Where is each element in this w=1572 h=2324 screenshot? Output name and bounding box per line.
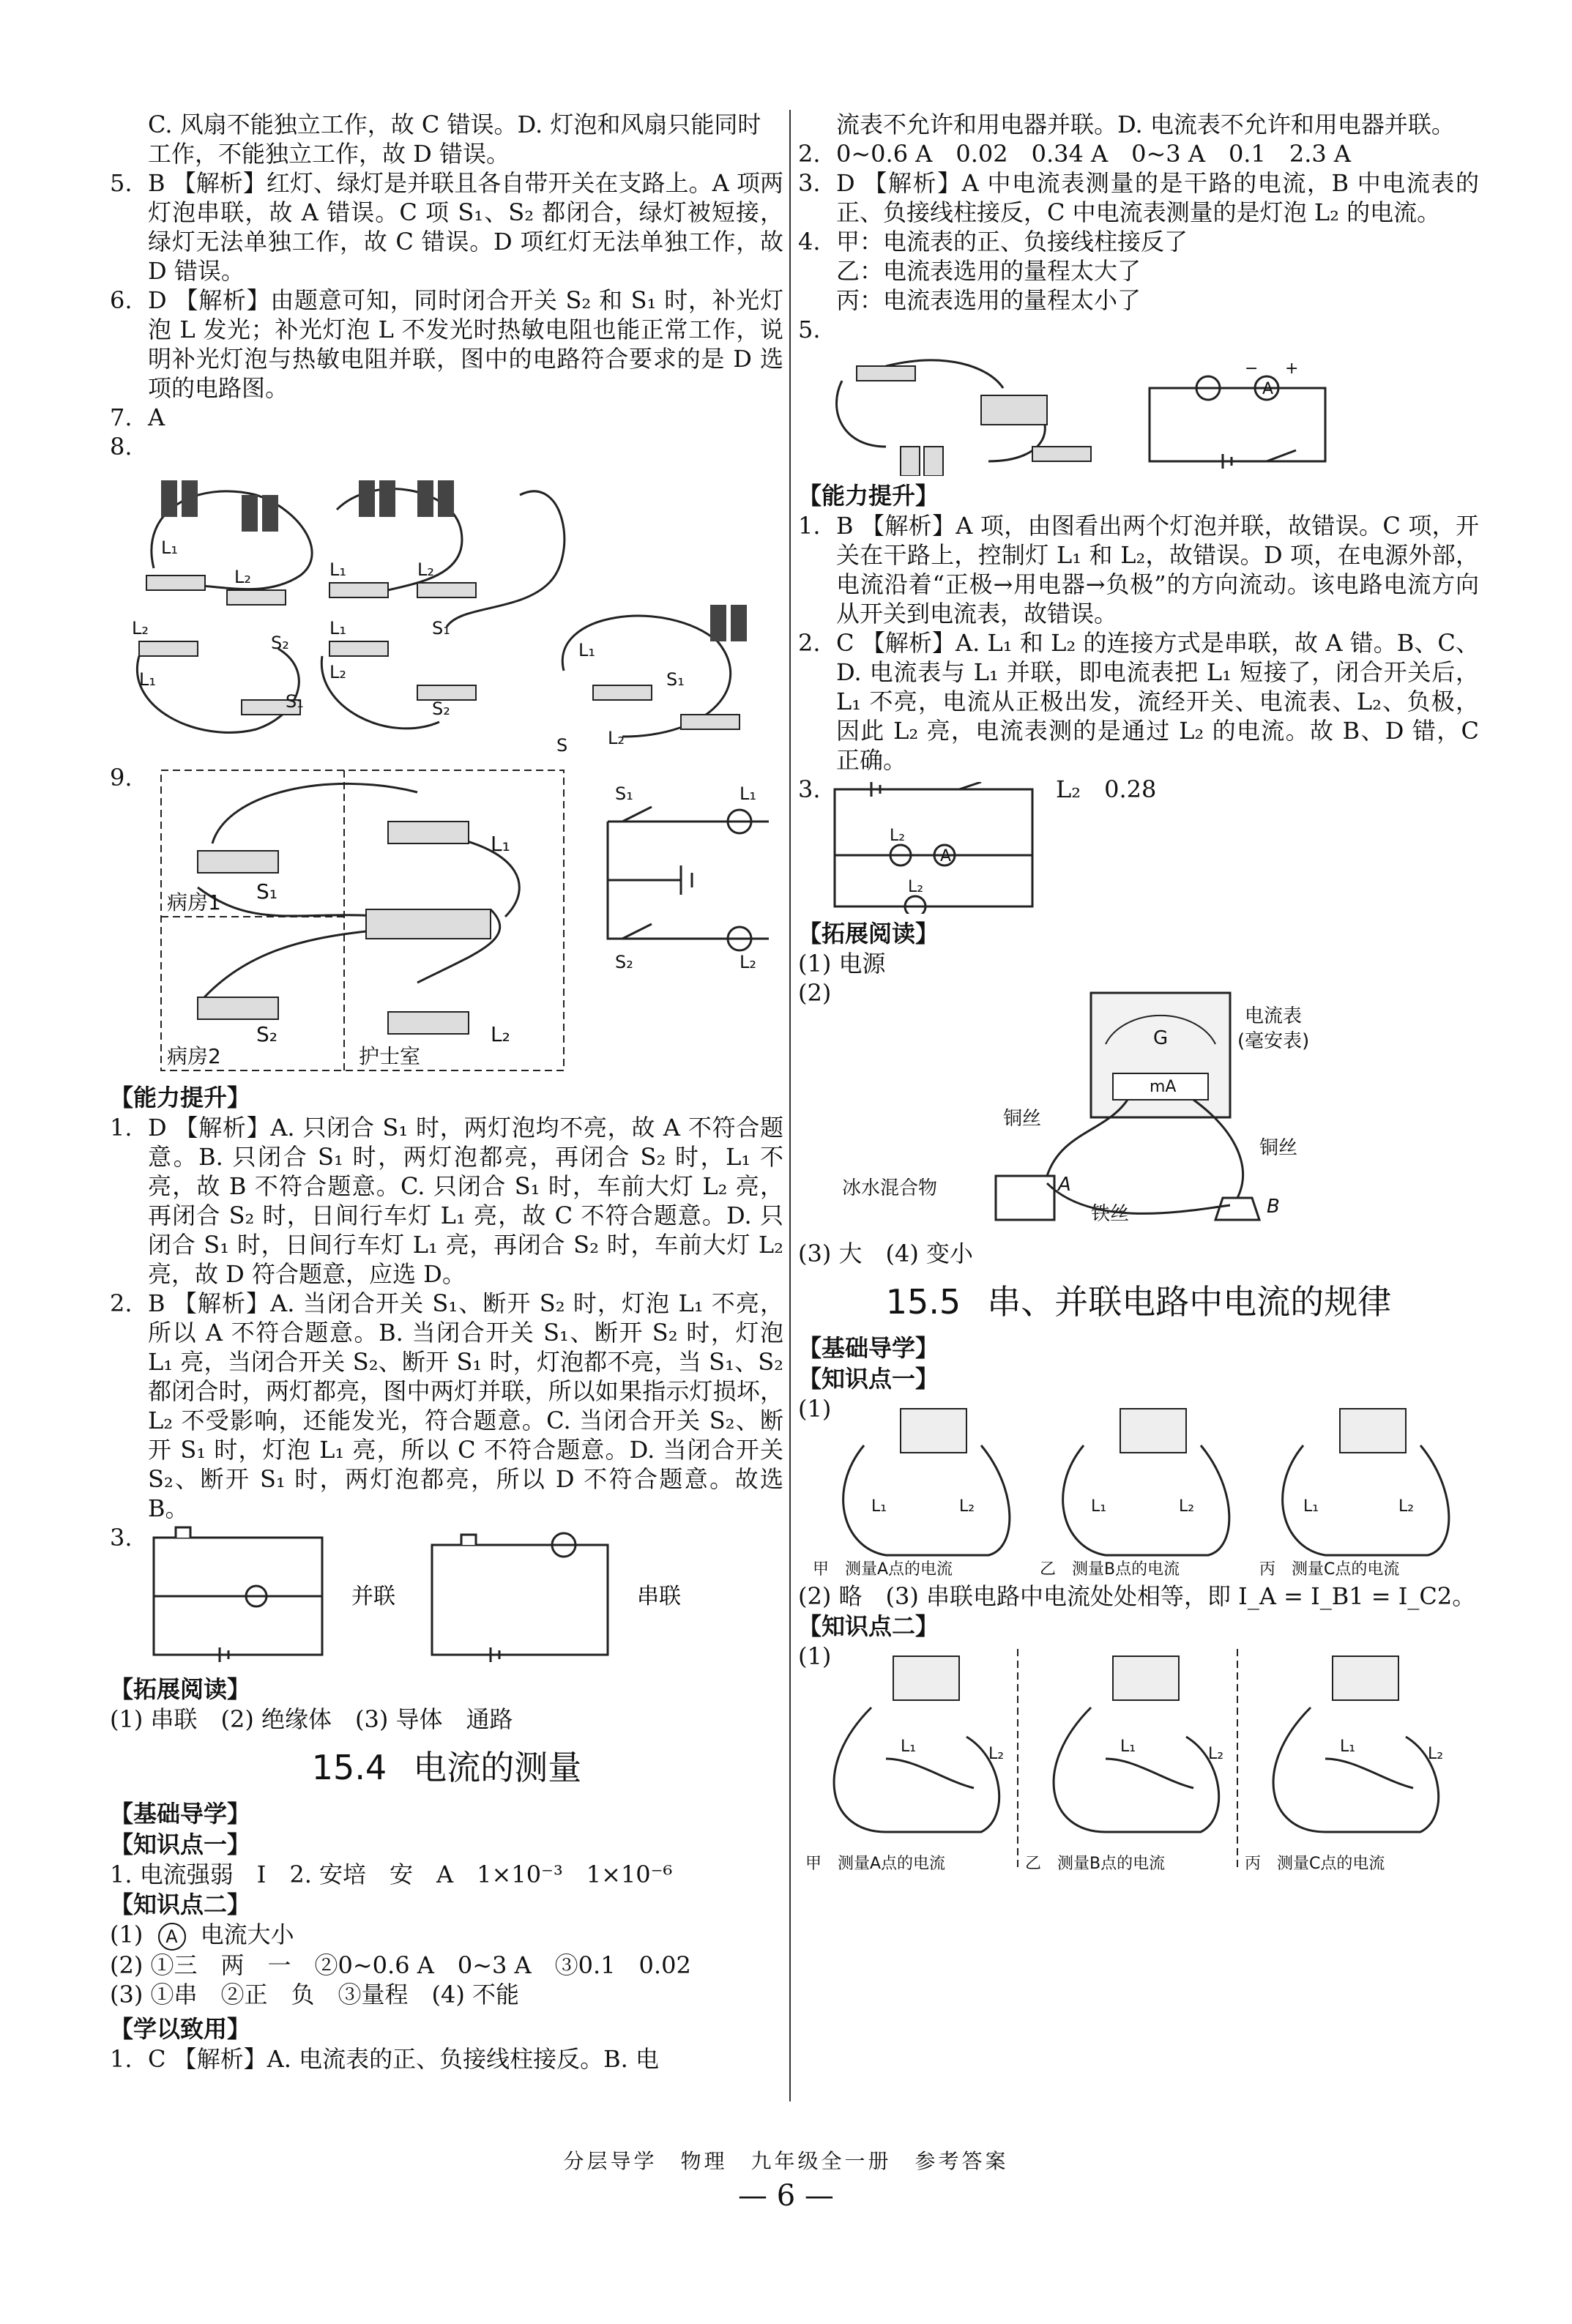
ability-answer-1: 1. D 【解析】A. 只闭合 S₁ 时，两灯泡均不亮，故 A 不符合题意。B. 只闭合 S₁ 时，两灯泡都亮，再闭合 S₂ 时，L₁ 不亮，故 B 不符合题意。C. 只闭合 S₁ 时，车前大灯 L₂ 亮，再闭合 S₂ 时，日间行车灯 L₁ 亮，故 C 不符合题意。D. 只闭合 S₁ 时，日间行车灯 L₁ 亮，再闭合 S₂ 时，车前大灯 L₂ 亮，故 D 符合题意，应选 D。 <box>110 1114 783 1288</box>
svg-text:L₁: L₁ <box>740 783 756 804</box>
answer-2: 2. 0~0.6 A 0.02 0.34 A 0~3 A 0.1 2.3 A <box>798 140 1352 168</box>
ward2-label: 病房2 <box>167 1044 221 1068</box>
svg-text:L₂: L₂ <box>417 559 434 580</box>
svg-text:L₂: L₂ <box>908 878 924 896</box>
nurse-label: 护士室 <box>359 1044 421 1068</box>
svg-text:L₁: L₁ <box>871 1497 887 1516</box>
thermocouple-diagram <box>798 986 1457 1234</box>
ext-reading-answer: (3) 大 (4) 变小 <box>798 1240 974 1267</box>
meter-sub-label: (毫安表) <box>1237 1030 1310 1052</box>
svg-text:L₁: L₁ <box>139 669 156 690</box>
svg-text:B: B <box>1267 1196 1280 1218</box>
svg-text:L₁: L₁ <box>1303 1497 1319 1516</box>
right-column <box>798 110 1479 1880</box>
ma-label: mA <box>1150 1078 1177 1096</box>
answer-text: 乙：电流表选用的量程太大了 <box>836 257 1141 285</box>
ext-reading-answer: (2) <box>798 979 832 1007</box>
ext-reading-answer: (1) 电源 <box>798 950 886 977</box>
svg-text:S₂: S₂ <box>432 699 450 719</box>
svg-text:S: S <box>556 735 568 756</box>
series-label: 串联 <box>637 1584 681 1609</box>
ability-answer-3: 3. L₂ 0.28 <box>798 775 1157 803</box>
section-header: 【拓展阅读】 <box>110 1675 251 1703</box>
section-header: 【基础导学】 <box>110 1800 251 1828</box>
svg-text:S₁: S₁ <box>286 691 304 712</box>
svg-text:L₂: L₂ <box>988 1745 1005 1763</box>
svg-text:L₁: L₁ <box>578 640 595 660</box>
answer-5: 5. <box>798 316 821 343</box>
answer-9: 9. <box>110 764 133 792</box>
galvanometer-label: G <box>1153 1027 1169 1049</box>
parallel-label: 并联 <box>351 1584 395 1609</box>
svg-text:L₁: L₁ <box>329 559 346 580</box>
svg-text:S₁: S₁ <box>615 783 633 804</box>
svg-text:L₁: L₁ <box>901 1738 917 1756</box>
knowledge-answer: (2) ①三 两 一 ②0~0.6 A 0~3 A ③0.1 0.02 <box>110 1951 691 1979</box>
copper-wire-label: 铜丝 <box>1003 1108 1042 1130</box>
svg-text:−: − <box>1245 360 1259 378</box>
section-header: 【基础导学】 <box>798 1334 939 1362</box>
iron-wire-label: 铁丝 <box>1091 1203 1130 1225</box>
caption: 甲 测量A点的电流 <box>813 1560 953 1577</box>
hospital-circuit-9 <box>110 763 769 1078</box>
apply-answer-1: 1. C 【解析】A. 电流表的正、负接线柱接反。B. 电 <box>110 2045 659 2073</box>
answer-7: 7. A <box>110 403 165 431</box>
svg-text:L₁: L₁ <box>161 537 178 558</box>
ability-answer-2: 2. C 【解析】A. L₁ 和 L₂ 的连接方式是串联，故 A 错。B、C、D. 电流表与 L₁ 并联，即电流表把 L₁ 短接了，闭合开关后，L₁ 不亮，电流从正极出发，流经开关、电流表、L₂、负极，因此 L₂ 亮，电流表测的是通过 L₂ 的电流。故 B、D 错，C 正确。 <box>798 629 1479 774</box>
ward1-label: 病房1 <box>167 890 221 915</box>
answer-5: 5. B 【解析】红灯、绿灯是并联且各自带开关在支路上。A 项两灯泡串联，故 A 错误。C 项 S₁、S₂ 都闭合，绿灯被短接，绿灯无法单独工作，故 C 错误。D 项红灯无法单独工作，故 D 错误。 <box>110 169 783 285</box>
left-column <box>110 110 783 2074</box>
knowledge-answer: (1) A 电流大小 <box>110 1920 783 1951</box>
svg-text:L₂: L₂ <box>959 1497 975 1516</box>
svg-text:S₂: S₂ <box>271 633 289 653</box>
section-header: 【拓展阅读】 <box>798 920 939 947</box>
knowledge-answer: (2) 略 (3) 串联电路中电流处处相等，即 I_A = I_B1 = I_C2。 <box>798 1582 1476 1610</box>
svg-text:+: + <box>1285 360 1299 378</box>
page-number: — 6 — <box>738 2179 834 2213</box>
ability-answer-2: 2. B 【解析】A. 当闭合开关 S₁、断开 S₂ 时，灯泡 L₁ 不亮，所以 A 不符合题意。B. 当闭合开关 S₁、断开 S₂ 时，灯泡 L₁ 亮，当闭合开关 S₂、断开 S₁ 时，灯泡都不亮，当 S₁、S₂ 都闭合时，两灯都亮，图中两灯并联，所以如果指示灯损坏，L₂ 不受影响，还能发光，符合题意。C. 当闭合开关 S₂、断开 S₁ 时，灯泡 L₁ 亮，所以 C 不符合题意。D. 当闭合开关 S₂、断开 S₁ 时，两灯泡都亮，所以 D 不符合题意。故选 B。 <box>110 1289 783 1522</box>
knowledge-answer: (1) <box>798 1395 832 1423</box>
wiring-diagrams-8 <box>110 466 769 759</box>
svg-text:A: A <box>1058 1174 1071 1196</box>
answer-text: 流表不允许和用电器并联。D. 电流表不允许和用电器并联。 <box>836 111 1455 138</box>
ice-water-label: 冰水混合物 <box>842 1177 938 1199</box>
subsection-header: 【知识点一】 <box>110 1830 251 1858</box>
caption: 乙 测量B点的电流 <box>1025 1855 1166 1873</box>
caption: 乙 测量B点的电流 <box>1040 1560 1180 1577</box>
svg-text:L₂: L₂ <box>329 662 346 682</box>
svg-text:S₂: S₂ <box>256 1022 277 1046</box>
caption: 丙 测量C点的电流 <box>1259 1560 1400 1577</box>
svg-text:L₂: L₂ <box>132 618 149 638</box>
answer-6: 6. D 【解析】由题意可知，同时闭合开关 S₂ 和 S₁ 时，补光灯泡 L 发光；补光灯泡 L 不发光时热敏电阻也能正常工作，说明补光灯泡与热敏电阻并联，图中的电路符合要求的是 D 选项的电路图。 <box>110 286 783 402</box>
answer-8: 8. <box>110 433 133 461</box>
svg-text:S₁: S₁ <box>256 879 277 904</box>
section-title: 15.5 串、并联电路中电流的规律 <box>885 1282 1392 1322</box>
svg-text:L₂: L₂ <box>1398 1497 1415 1516</box>
section-header: 【能力提升】 <box>110 1084 251 1111</box>
parallel-circuit-experiments <box>798 1649 1457 1876</box>
svg-text:S₂: S₂ <box>615 952 633 972</box>
section-header: 【学以致用】 <box>110 2015 251 2043</box>
subsection-header: 【知识点一】 <box>798 1365 939 1393</box>
ammeter-circuit-5 <box>798 337 1457 476</box>
svg-text:L₂: L₂ <box>1428 1745 1444 1763</box>
svg-text:S₁: S₁ <box>432 618 450 638</box>
page-footer: 分层导学 物理 九年级全一册 参考答案 <box>563 2149 1009 2173</box>
answer-text: 丙：电流表选用的量程太小了 <box>836 286 1141 314</box>
column-divider <box>789 110 791 2101</box>
svg-text:S₁: S₁ <box>666 669 685 690</box>
svg-text:L₂: L₂ <box>1208 1745 1224 1763</box>
svg-text:L₁: L₁ <box>1091 1497 1107 1516</box>
ammeter-symbol-icon: A <box>158 1923 186 1951</box>
svg-text:L₂: L₂ <box>608 728 625 748</box>
svg-text:L₁: L₁ <box>1340 1738 1356 1756</box>
knowledge-answer: (3) ①串 ②正 负 ③量程 (4) 不能 <box>110 1981 520 2008</box>
section-header: 【能力提升】 <box>798 482 939 510</box>
svg-text:L₁: L₁ <box>329 618 346 638</box>
series-circuit-experiments <box>798 1401 1457 1577</box>
knowledge-answer: 1. 电流强弱 I 2. 安培 安 A 1×10⁻³ 1×10⁻⁶ <box>110 1861 673 1888</box>
svg-text:A: A <box>1262 380 1274 398</box>
svg-text:L₂: L₂ <box>1179 1497 1195 1516</box>
answer-3: 3. D 【解析】A 中电流表测量的是干路的电流，B 中电流表的正、负接线柱接反，C 中电流表测量的是灯泡 L₂ 的电流。 <box>798 169 1479 226</box>
answer-text: C. 风扇不能独立工作，故 C 错误。D. 灯泡和风扇只能同时工作，不能独立工作，故 D 错误。 <box>148 111 761 168</box>
caption: 丙 测量C点的电流 <box>1245 1855 1385 1873</box>
svg-text:L₁: L₁ <box>1120 1738 1136 1756</box>
svg-text:L₂: L₂ <box>491 1022 510 1046</box>
copper-wire-label: 铜丝 <box>1259 1137 1298 1159</box>
answer-4: 4. 甲：电流表的正、负接线柱接反了 <box>798 228 1188 256</box>
caption: 甲 测量A点的电流 <box>805 1855 946 1873</box>
ext-reading-answer: (1) 串联 (2) 绝缘体 (3) 导体 通路 <box>110 1705 513 1733</box>
svg-text:A: A <box>940 847 952 865</box>
section-title: 15.4 电流的测量 <box>311 1748 582 1787</box>
knowledge-answer: (1) <box>798 1642 832 1670</box>
svg-text:L₂: L₂ <box>890 827 906 845</box>
subsection-header: 【知识点二】 <box>110 1891 251 1918</box>
ability-answer-1: 1. B 【解析】A 项，由图看出两个灯泡并联，故错误。C 项，开关在干路上，控制灯 L₁ 和 L₂，故错误。D 项，在电源外部，电流沿着“正极→用电器→负极”的方向流动。该电路电流方向从开关到电流表，故错误。 <box>798 512 1479 627</box>
meter-label: 电流表 <box>1245 1005 1303 1027</box>
ability-answer-3: 3. <box>110 1524 133 1552</box>
svg-text:L₂: L₂ <box>740 952 756 972</box>
svg-text:L₁: L₁ <box>491 832 510 856</box>
subsection-header: 【知识点二】 <box>798 1612 939 1640</box>
svg-text:L₂: L₂ <box>234 567 251 587</box>
